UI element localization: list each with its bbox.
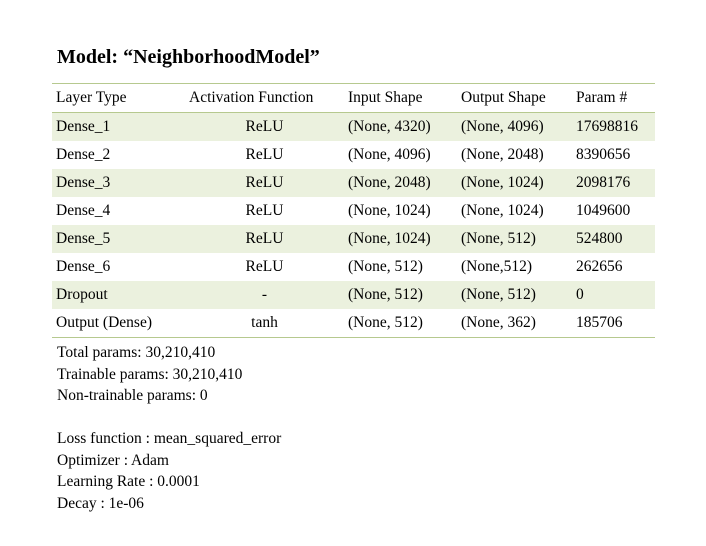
cell-param-count: 524800 [576,230,623,247]
cell-output-shape: (None, 1024) [461,202,544,219]
cell-output-shape: (None, 1024) [461,174,544,191]
cell-param-count: 17698816 [576,118,638,135]
cell-input-shape: (None, 512) [348,314,423,331]
non-trainable-params: Non-trainable params: 0 [57,387,208,404]
cell-param-count: 0 [576,286,584,303]
cell-output-shape: (None, 362) [461,314,536,331]
cell-layer-type: Output (Dense) [56,314,152,331]
cell-input-shape: (None, 4320) [348,118,431,135]
cell-input-shape: (None, 4096) [348,146,431,163]
cell-output-shape: (None, 4096) [461,118,544,135]
trainable-params: Trainable params: 30,210,410 [57,365,243,383]
table-row [52,141,655,169]
cell-output-shape: (None, 512) [461,286,536,303]
cell-activation: ReLU [245,202,284,219]
cell-layer-type: Dense_1 [56,118,111,135]
header-activation-function: Activation Function [189,89,314,106]
cell-layer-type: Dense_6 [56,258,111,275]
cell-input-shape: (None, 1024) [348,202,431,219]
learning-rate: Learning Rate : 0.0001 [57,473,200,490]
cell-layer-type: Dense_2 [56,146,111,163]
loss-function: Loss function : mean_squared_error [57,430,282,447]
cell-activation: ReLU [245,118,284,135]
cell-param-count: 2098176 [576,174,631,191]
cell-input-shape: (None, 512) [348,286,423,303]
spacer [57,407,281,429]
optimizer: Optimizer : Adam [57,451,169,469]
table-row [52,197,655,225]
decay: Decay : 1e-06 [57,494,144,512]
table-row [52,253,655,281]
cell-param-count: 8390656 [576,146,631,163]
table-row [52,225,655,253]
cell-activation: ReLU [245,258,284,275]
cell-output-shape: (None,512) [461,258,533,275]
header-layer-type: Layer Type [56,89,127,106]
cell-layer-type: Dense_3 [56,174,111,191]
header-output-shape: Output Shape [461,89,546,106]
cell-layer-type: Dropout [56,286,108,303]
table-row [52,113,655,142]
cell-output-shape: (None, 2048) [461,146,544,163]
cell-output-shape: (None, 512) [461,230,536,247]
table-row [52,309,655,338]
cell-input-shape: (None, 512) [348,258,423,275]
table-header-row [52,84,655,113]
total-params: Total params: 30,210,410 [57,344,216,361]
cell-activation: tanh [251,314,278,331]
cell-layer-type: Dense_4 [56,202,111,219]
table-row [52,169,655,197]
cell-input-shape: (None, 1024) [348,230,431,247]
cell-activation: ReLU [245,146,284,163]
cell-param-count: 262656 [576,258,623,275]
cell-param-count: 185706 [576,314,623,331]
cell-input-shape: (None, 2048) [348,174,431,191]
header-param-count: Param # [576,89,628,106]
cell-param-count: 1049600 [576,202,631,219]
header-input-shape: Input Shape [348,89,423,106]
cell-activation: - [261,286,268,303]
cell-activation: ReLU [245,174,284,191]
page-title: Model: “NeighborhoodModel” [57,46,320,68]
model-notes [57,342,281,514]
table-row [52,281,655,309]
cell-layer-type: Dense_5 [56,230,111,247]
cell-activation: ReLU [245,230,284,247]
model-summary-table [52,83,655,338]
